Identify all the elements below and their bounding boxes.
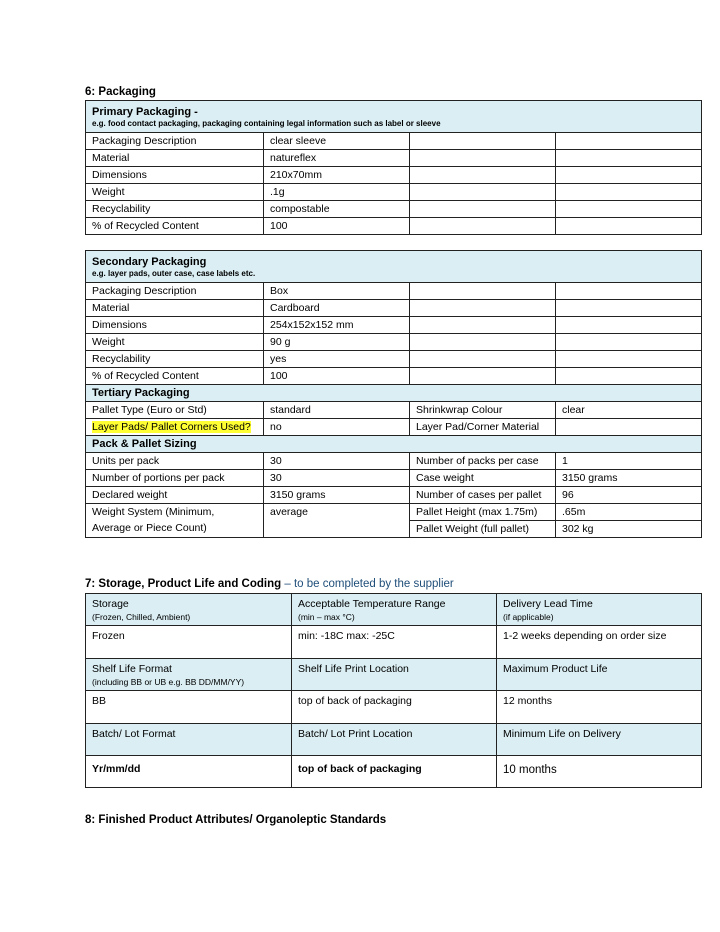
lead-time-value: 1-2 weeks depending on order size — [497, 626, 702, 659]
row-value: Box — [264, 283, 410, 300]
row-label: Material — [86, 150, 264, 167]
row-value: 100 — [264, 218, 410, 235]
table-row — [86, 368, 702, 385]
row-value: 210x70mm — [264, 167, 410, 184]
row-value: 3150 grams — [556, 470, 702, 487]
batch-format-value: Yr/mm/dd — [86, 756, 292, 788]
row-value: clear — [556, 402, 702, 419]
row-value: 1 — [556, 453, 702, 470]
min-life-header: Minimum Life on Delivery — [497, 724, 702, 756]
row-value: compostable — [264, 201, 410, 218]
table-row — [86, 334, 702, 351]
temperature-header: Acceptable Temperature Range (min – max °C) — [292, 594, 497, 626]
row-value: no — [264, 419, 410, 436]
table-row — [86, 691, 702, 724]
row-label: Number of portions per pack — [86, 470, 264, 487]
table-row — [86, 317, 702, 334]
row-label: Units per pack — [86, 453, 264, 470]
row-value: yes — [264, 351, 410, 368]
table-row — [86, 419, 702, 436]
row-label: Pallet Height (max 1.75m) — [410, 504, 556, 521]
row-label-highlighted — [86, 419, 264, 436]
row-value: 96 — [556, 487, 702, 504]
row-value: natureflex — [264, 150, 410, 167]
tertiary-packaging-title: Tertiary Packaging — [86, 385, 702, 402]
table-row — [86, 150, 702, 167]
row-value: .1g — [264, 184, 410, 201]
row-label: Pallet Weight (full pallet) — [410, 521, 556, 538]
weight-system-value: average — [264, 504, 410, 538]
row-value: Cardboard — [264, 300, 410, 317]
row-label: Declared weight — [86, 487, 264, 504]
row-label: Case weight — [410, 470, 556, 487]
row-value: .65m — [556, 504, 702, 521]
row-label: Dimensions — [86, 317, 264, 334]
table-row — [86, 184, 702, 201]
row-value: 302 kg — [556, 521, 702, 538]
row-label: % of Recycled Content — [86, 368, 264, 385]
shelf-life-format-value: BB — [86, 691, 292, 724]
storage-value: Frozen — [86, 626, 292, 659]
row-value: 100 — [264, 368, 410, 385]
min-life-value: 10 months — [497, 756, 702, 788]
primary-packaging-header — [86, 101, 702, 133]
batch-format-header: Batch/ Lot Format — [86, 724, 292, 756]
table-row — [86, 504, 702, 521]
table-row — [86, 402, 702, 419]
batch-location-value: top of back of packaging — [292, 756, 497, 788]
secondary-packaging-title: Secondary Packaging — [92, 256, 207, 268]
row-value: 30 — [264, 470, 410, 487]
row-label: Layer Pad/Corner Material — [410, 419, 556, 436]
row-value: 3150 grams — [264, 487, 410, 504]
table-row — [86, 218, 702, 235]
row-label: Recyclability — [86, 351, 264, 368]
primary-packaging-table — [85, 100, 702, 235]
row-label: Weight — [86, 334, 264, 351]
row-label: Recyclability — [86, 201, 264, 218]
row-value: 254x152x152 mm — [264, 317, 410, 334]
row-label: Number of cases per pallet — [410, 487, 556, 504]
row-value: standard — [264, 402, 410, 419]
storage-table — [85, 593, 702, 788]
primary-packaging-title: Primary Packaging - — [92, 106, 198, 118]
section-7-title: 7: Storage, Product Life and Coding – to be completed by the supplier — [85, 578, 454, 590]
row-label: Dimensions — [86, 167, 264, 184]
row-value: 90 g — [264, 334, 410, 351]
table-row — [86, 487, 702, 504]
row-label: Material — [86, 300, 264, 317]
secondary-packaging-subtitle: e.g. layer pads, outer case, case labels etc. — [92, 269, 256, 278]
pack-pallet-sizing-title: Pack & Pallet Sizing — [86, 436, 702, 453]
row-label: % of Recycled Content — [86, 218, 264, 235]
table-row — [86, 626, 702, 659]
section-8-title: 8: Finished Product Attributes/ Organoleptic Standards — [85, 814, 387, 826]
table-row — [86, 167, 702, 184]
max-product-life-value: 12 months — [497, 691, 702, 724]
table-row — [86, 756, 702, 788]
section-7-note: – to be completed by the supplier — [281, 578, 454, 590]
table-row — [86, 453, 702, 470]
max-product-life-header: Maximum Product Life — [497, 659, 702, 691]
row-value: clear sleeve — [264, 133, 410, 150]
row-value: 30 — [264, 453, 410, 470]
highlighted-text: Layer Pads/ Pallet Corners Used? — [92, 421, 251, 433]
row-label: Packaging Description — [86, 133, 264, 150]
row-label: Pallet Type (Euro or Std) — [86, 402, 264, 419]
row-label: Shrinkwrap Colour — [410, 402, 556, 419]
row-value — [556, 419, 702, 436]
table-row — [86, 283, 702, 300]
secondary-packaging-header — [86, 251, 702, 283]
shelf-life-format-header: Shelf Life Format (including BB or UB e.g. BB DD/MM/YY) — [86, 659, 292, 691]
shelf-life-location-value: top of back of packaging — [292, 691, 497, 724]
temperature-value: min: -18C max: -25C — [292, 626, 497, 659]
table-row — [86, 133, 702, 150]
table-row — [86, 201, 702, 218]
table-row — [86, 300, 702, 317]
row-label: Number of packs per case — [410, 453, 556, 470]
shelf-life-location-header: Shelf Life Print Location — [292, 659, 497, 691]
row-label: Packaging Description — [86, 283, 264, 300]
storage-header: Storage (Frozen, Chilled, Ambient) — [86, 594, 292, 626]
section-6-title: 6: Packaging — [85, 86, 156, 98]
primary-packaging-subtitle: e.g. food contact packaging, packaging containing legal information such as label or sleeve — [92, 119, 441, 128]
lead-time-header: Delivery Lead Time (if applicable) — [497, 594, 702, 626]
secondary-packaging-table — [85, 250, 702, 538]
weight-system-label: Weight System (Minimum, Average or Piece Count) — [86, 504, 264, 538]
table-row — [86, 470, 702, 487]
batch-location-header: Batch/ Lot Print Location — [292, 724, 497, 756]
table-row — [86, 351, 702, 368]
row-label: Weight — [86, 184, 264, 201]
